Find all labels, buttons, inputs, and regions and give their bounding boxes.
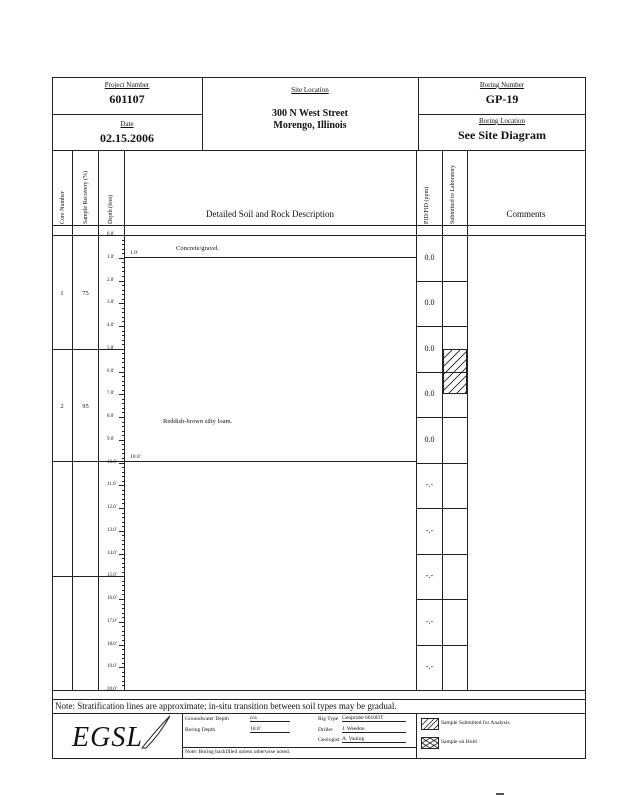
depth-tick-label: 17.0' bbox=[107, 618, 117, 624]
depth-minor-tick bbox=[122, 340, 124, 341]
core-recovery-2: 95 bbox=[82, 403, 89, 410]
depth-minor-tick bbox=[122, 472, 124, 473]
depth-tick-label: 11.0' bbox=[107, 482, 117, 488]
boring-depth-value: 10.0' bbox=[250, 726, 290, 733]
depth-minor-tick bbox=[122, 426, 124, 427]
col-header-line-2 bbox=[52, 235, 586, 236]
pid-reading: -.- bbox=[425, 571, 434, 581]
depth-minor-tick bbox=[122, 321, 124, 322]
depth-minor-tick bbox=[122, 494, 124, 495]
depth-minor-tick bbox=[122, 517, 124, 518]
depth-minor-tick bbox=[122, 390, 124, 391]
depth-minor-tick bbox=[122, 649, 124, 650]
depth-minor-tick bbox=[122, 285, 124, 286]
depth-minor-tick bbox=[122, 499, 124, 500]
depth-minor-tick bbox=[122, 608, 124, 609]
depth-tick bbox=[119, 508, 124, 509]
core-number-header: Core Number bbox=[60, 191, 66, 224]
depth-minor-tick bbox=[122, 604, 124, 605]
depth-minor-tick bbox=[122, 549, 124, 550]
note-line-1 bbox=[52, 699, 586, 700]
frame-right bbox=[585, 77, 586, 759]
depth-minor-tick bbox=[122, 290, 124, 291]
depth-minor-tick bbox=[122, 312, 124, 313]
stratification-note: Note: Stratification lines are approximate; in-situ transition between soil types may be gradual. bbox=[55, 701, 397, 711]
col-sep-5 bbox=[442, 150, 443, 690]
depth-minor-tick bbox=[122, 467, 124, 468]
submitted-header: Submitted to Laboratory bbox=[450, 165, 456, 224]
depth-minor-tick bbox=[122, 490, 124, 491]
depth-minor-tick bbox=[122, 563, 124, 564]
depth-minor-tick bbox=[122, 422, 124, 423]
footer-divider-2 bbox=[416, 713, 417, 759]
depth-minor-tick bbox=[122, 267, 124, 268]
depth-minor-tick bbox=[122, 240, 124, 241]
pid-cell-divider bbox=[416, 281, 467, 282]
boring-number-label: Boring Number bbox=[479, 81, 525, 89]
depth-minor-tick bbox=[122, 526, 124, 527]
site-address-line2: Morengo, Illinois bbox=[273, 120, 347, 131]
depth-tick-label: 6.0' bbox=[107, 368, 115, 374]
depth-minor-tick bbox=[122, 581, 124, 582]
groundwater-value: n/a bbox=[250, 715, 290, 722]
depth-minor-tick bbox=[122, 503, 124, 504]
core-number-2: 2 bbox=[60, 403, 64, 410]
depth-tick bbox=[119, 258, 124, 259]
boring-location: See Site Diagram bbox=[458, 128, 546, 142]
rig-type-value: Geoprobe 6610DT bbox=[342, 715, 406, 722]
stratum-line-2 bbox=[124, 461, 416, 462]
depth-minor-tick bbox=[122, 358, 124, 359]
core-number-1: 1 bbox=[60, 290, 64, 297]
legend-hold-swatch bbox=[421, 737, 439, 749]
depth-minor-tick bbox=[122, 331, 124, 332]
depth-minor-tick bbox=[122, 412, 124, 413]
depth-tick bbox=[119, 394, 124, 395]
depth-tick-label: 0.0' bbox=[107, 232, 115, 237]
depth-minor-tick bbox=[122, 640, 124, 641]
depth-minor-tick bbox=[122, 308, 124, 309]
pid-reading: -.- bbox=[425, 616, 434, 626]
depth-minor-tick bbox=[122, 567, 124, 568]
header-divider-3 bbox=[52, 114, 202, 115]
depth-minor-tick bbox=[122, 408, 124, 409]
depth-minor-tick bbox=[122, 362, 124, 363]
stratum-2-description: Reddish-brown silty loam. bbox=[163, 418, 233, 425]
depth-tick-label: 13.0' bbox=[107, 527, 117, 533]
depth-minor-tick bbox=[122, 435, 124, 436]
footer-divider-1 bbox=[182, 713, 183, 759]
depth-tick bbox=[119, 463, 124, 464]
depth-minor-tick bbox=[122, 681, 124, 682]
date-label: Date bbox=[120, 120, 134, 128]
submitted-sample-marker bbox=[443, 349, 467, 394]
depth-minor-tick bbox=[122, 335, 124, 336]
legend-hold-label: Sample on Hold bbox=[441, 739, 477, 745]
depth-minor-tick bbox=[122, 458, 124, 459]
depth-tick-label: 10.0' bbox=[107, 459, 117, 465]
depth-tick-label: 9.0' bbox=[107, 436, 115, 442]
depth-minor-tick bbox=[122, 544, 124, 545]
boring-depth-label: Boring Depth bbox=[185, 727, 216, 733]
depth-minor-tick bbox=[122, 249, 124, 250]
pid-cell-divider bbox=[416, 463, 467, 464]
col-sep-6 bbox=[467, 150, 468, 690]
rig-type-label: Rig Type bbox=[318, 716, 339, 722]
col-sep-1 bbox=[72, 150, 73, 690]
depth-tick-label: 2.0' bbox=[107, 277, 115, 283]
pid-cell-divider bbox=[416, 508, 467, 509]
depth-minor-tick bbox=[122, 663, 124, 664]
project-number: 601107 bbox=[109, 92, 145, 106]
depth-tick bbox=[119, 622, 124, 623]
depth-minor-tick bbox=[122, 253, 124, 254]
geologist-value: A. Vaulog bbox=[342, 736, 406, 743]
header-bottom bbox=[52, 150, 586, 151]
depth-minor-tick bbox=[122, 376, 124, 377]
groundwater-label: Groundwater Depth bbox=[185, 716, 229, 722]
col-header-line-1 bbox=[52, 225, 586, 226]
depth-tick-label: 20.0' bbox=[107, 687, 117, 692]
depth-minor-tick bbox=[122, 685, 124, 686]
depth-minor-tick bbox=[122, 262, 124, 263]
pid-cell-divider bbox=[416, 554, 467, 555]
driller-value: J. Weedon bbox=[342, 726, 406, 733]
depth-minor-tick bbox=[122, 481, 124, 482]
depth-minor-tick bbox=[122, 294, 124, 295]
depth-tick bbox=[119, 690, 124, 691]
depth-minor-tick bbox=[122, 431, 124, 432]
depth-minor-tick bbox=[122, 444, 124, 445]
boring-number: GP-19 bbox=[485, 92, 519, 106]
stratum-1-depth: 1.0' bbox=[130, 250, 138, 256]
depth-tick bbox=[119, 281, 124, 282]
legend-submitted-swatch bbox=[421, 718, 439, 730]
depth-tick bbox=[119, 554, 124, 555]
depth-tick bbox=[119, 417, 124, 418]
driller-label: Driller bbox=[318, 727, 333, 733]
depth-minor-tick bbox=[122, 658, 124, 659]
pid-reading: 0.0 bbox=[424, 389, 435, 399]
depth-minor-tick bbox=[122, 399, 124, 400]
frame-top bbox=[52, 77, 586, 78]
depth-minor-tick bbox=[122, 244, 124, 245]
depth-tick bbox=[119, 531, 124, 532]
depth-minor-tick bbox=[122, 654, 124, 655]
depth-tick-label: 19.0' bbox=[107, 664, 117, 670]
depth-header: Depth (feet) bbox=[108, 194, 114, 224]
depth-minor-tick bbox=[122, 540, 124, 541]
pid-reading: -.- bbox=[425, 480, 434, 490]
depth-minor-tick bbox=[122, 513, 124, 514]
note-line-2 bbox=[52, 713, 586, 714]
pid-reading: 0.0 bbox=[424, 298, 435, 308]
depth-minor-tick bbox=[122, 522, 124, 523]
header-divider-4 bbox=[418, 114, 586, 115]
site-address-line1: 300 N West Street bbox=[271, 108, 348, 119]
depth-tick bbox=[119, 599, 124, 600]
frame-left bbox=[52, 77, 53, 759]
pid-cell-divider bbox=[416, 417, 467, 418]
depth-minor-tick bbox=[122, 385, 124, 386]
pid-reading: 0.0 bbox=[424, 252, 435, 262]
depth-tick bbox=[119, 349, 124, 350]
depth-minor-tick bbox=[122, 590, 124, 591]
scan-speck bbox=[496, 793, 504, 795]
pid-reading: -.- bbox=[425, 525, 434, 535]
depth-minor-tick bbox=[122, 453, 124, 454]
pid-reading: 0.0 bbox=[424, 343, 435, 353]
stratum-line-1 bbox=[124, 257, 416, 258]
legend-submitted-label: Sample Submitted for Analysis bbox=[441, 720, 510, 726]
description-header: Detailed Soil and Rock Description bbox=[206, 209, 334, 219]
depth-minor-tick bbox=[122, 594, 124, 595]
depth-minor-tick bbox=[122, 381, 124, 382]
frame-bottom bbox=[52, 758, 586, 759]
depth-tick bbox=[119, 485, 124, 486]
comments-header: Comments bbox=[506, 209, 546, 219]
logo-feather-icon bbox=[142, 716, 170, 748]
depth-tick-label: 16.0' bbox=[107, 596, 117, 601]
depth-tick bbox=[119, 645, 124, 646]
backfill-note: Note: Boring backfilled unless otherwise noted. bbox=[185, 749, 291, 755]
pid-reading: -.- bbox=[425, 662, 434, 672]
depth-tick bbox=[119, 667, 124, 668]
project-number-label: Project Number bbox=[104, 81, 150, 89]
depth-minor-tick bbox=[122, 271, 124, 272]
footer-divider-3 bbox=[182, 747, 416, 748]
depth-minor-tick bbox=[122, 613, 124, 614]
depth-minor-tick bbox=[122, 631, 124, 632]
depth-minor-tick bbox=[122, 535, 124, 536]
depth-tick bbox=[119, 303, 124, 304]
col-sep-4 bbox=[416, 150, 417, 690]
depth-minor-tick bbox=[122, 344, 124, 345]
egsl-logo: EGSL bbox=[72, 722, 143, 753]
depth-tick-label: 18.0' bbox=[107, 641, 117, 647]
stratum-2-depth: 10.0' bbox=[130, 454, 141, 460]
depth-minor-tick bbox=[122, 617, 124, 618]
pid-cell-divider bbox=[416, 599, 467, 600]
depth-tick-label: 15.0' bbox=[107, 573, 117, 579]
col-sep-3 bbox=[124, 150, 125, 690]
depth-minor-tick bbox=[122, 626, 124, 627]
depth-tick-label: 4.0' bbox=[107, 323, 115, 328]
depth-tick bbox=[119, 326, 124, 327]
depth-minor-tick bbox=[122, 585, 124, 586]
pid-cell-divider bbox=[416, 326, 467, 327]
depth-tick-label: 5.0' bbox=[107, 345, 115, 351]
col-sep-2 bbox=[98, 150, 99, 690]
depth-tick-label: 3.0' bbox=[107, 300, 115, 306]
depth-tick-label: 1.0' bbox=[107, 254, 115, 260]
log-bottom bbox=[52, 690, 586, 691]
depth-minor-tick bbox=[122, 476, 124, 477]
depth-tick bbox=[119, 576, 124, 577]
core-recovery-1: 75 bbox=[82, 290, 89, 297]
geologist-label: Geologist bbox=[318, 737, 340, 743]
sample-recovery-header: Sample Recovery (%) bbox=[83, 171, 89, 224]
depth-tick-label: 14.0' bbox=[107, 550, 117, 556]
depth-minor-tick bbox=[122, 572, 124, 573]
depth-tick-label: 8.0' bbox=[107, 414, 115, 419]
depth-minor-tick bbox=[122, 276, 124, 277]
depth-minor-tick bbox=[122, 635, 124, 636]
depth-minor-tick bbox=[122, 367, 124, 368]
depth-tick bbox=[119, 235, 124, 236]
depth-minor-tick bbox=[122, 317, 124, 318]
depth-tick-label: 12.0' bbox=[107, 505, 117, 510]
depth-minor-tick bbox=[122, 449, 124, 450]
depth-tick-label: 7.0' bbox=[107, 391, 115, 397]
depth-minor-tick bbox=[122, 299, 124, 300]
boring-location-label: Boring Location bbox=[478, 117, 526, 125]
pid-cell-divider bbox=[416, 645, 467, 646]
depth-minor-tick bbox=[122, 353, 124, 354]
depth-minor-tick bbox=[122, 558, 124, 559]
stratum-1-description: Concrete/gravel. bbox=[176, 245, 220, 252]
depth-minor-tick bbox=[122, 676, 124, 677]
depth-minor-tick bbox=[122, 403, 124, 404]
depth-minor-tick bbox=[122, 672, 124, 673]
date-value: 02.15.2006 bbox=[100, 131, 154, 145]
depth-tick bbox=[119, 440, 124, 441]
site-location-label: Site Location bbox=[291, 86, 329, 94]
pid-header: PID/FID (ppm) bbox=[424, 186, 430, 224]
pid-reading: 0.0 bbox=[424, 434, 435, 444]
depth-tick bbox=[119, 372, 124, 373]
